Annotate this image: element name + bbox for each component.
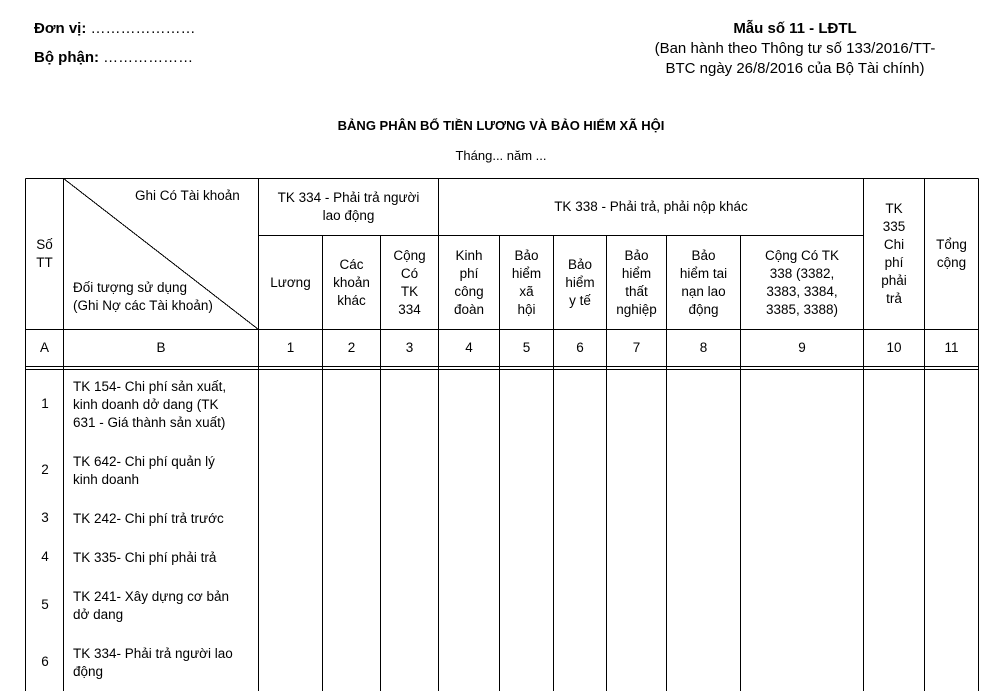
code-cell: 7 [632, 340, 641, 355]
dept-dots: ……………… [103, 49, 194, 66]
row-number: 6 [41, 654, 49, 669]
stt-header: Số TT [36, 237, 53, 270]
form-basis-line1: (Ban hành theo Thông tư số 133/2016/TT- [654, 40, 936, 57]
code-cell: 5 [522, 340, 531, 355]
total-header: Tổng cộng [936, 237, 967, 270]
row-label: TK 241- Xây dựng cơ bản dở dang [73, 589, 229, 622]
unit-label: Đơn vị: [34, 20, 87, 37]
code-cell: 10 [886, 340, 902, 355]
row-number: 3 [41, 510, 49, 525]
row-number: 5 [41, 597, 49, 612]
code-cell: 1 [286, 340, 295, 355]
col-health-ins-header: Bảo hiểm y tế [565, 256, 595, 308]
row-label: TK 642- Chi phí quản lý kinh doanh [73, 454, 215, 487]
col-total334-header: Cộng Có TK 334 [393, 247, 426, 317]
row-number: 1 [41, 396, 49, 411]
code-cell: 2 [347, 340, 356, 355]
row-label: TK 242- Chi phí trả trước [73, 511, 224, 526]
code-cell: A [39, 340, 49, 355]
credit-account-header: Ghi Có Tài khoản [135, 188, 240, 203]
row-label: TK 334- Phải trả người lao động [73, 646, 233, 679]
code-cell: 6 [576, 340, 584, 355]
row-label: TK 154- Chi phí sản xuất, kinh doanh dở dang (TK 631 - Giá thành sản xuất) [73, 379, 227, 430]
row-number: 4 [41, 549, 49, 564]
unit-dots: ………………… [90, 20, 196, 37]
row-label: TK 335- Chi phí phải trả [73, 550, 217, 565]
form-number: Mẫu số 11 - LĐTL [733, 20, 857, 37]
row-number: 2 [41, 462, 49, 477]
col-unemployment-ins-header: Bảo hiểm thất nghiệp [616, 247, 657, 317]
col-salary-header: Lương [270, 274, 311, 290]
code-cell: 11 [944, 340, 959, 355]
col-social-ins-header: Bảo hiểm xã hội [511, 247, 542, 317]
col-accident-ins-header: Bảo hiểm tai nạn lao động [679, 247, 728, 317]
tk334-group-header: TK 334 - Phải trả người lao động [277, 190, 420, 223]
code-cell: 8 [699, 340, 708, 355]
dept-label: Bộ phận: [34, 49, 99, 66]
tk335-header: TK 335 Chi phí phải trả [881, 201, 907, 306]
code-cell: 9 [798, 340, 806, 355]
code-cell: 3 [405, 340, 414, 355]
col-union-fee-header: Kinh phí công đoàn [453, 247, 485, 317]
document-title: BẢNG PHÂN BỔ TIỀN LƯƠNG VÀ BẢO HIỂM XÃ HỘI [337, 118, 665, 133]
form-basis-line2: BTC ngày 26/8/2016 của Bộ Tài chính) [665, 60, 925, 77]
tk338-group-header: TK 338 - Phải trả, phải nộp khác [554, 199, 748, 214]
col-total338-header: Cộng Có TK 338 (3382, 3383, 3384, 3385, 3388) [764, 247, 840, 317]
code-cell: B [156, 340, 166, 355]
period-line: Tháng... năm ... [455, 148, 547, 163]
code-cell: 4 [465, 340, 473, 355]
debit-object-header: Đối tượng sử dụng (Ghi Nợ các Tài khoản) [73, 280, 213, 313]
col-other-header: Các khoản khác [333, 256, 370, 308]
